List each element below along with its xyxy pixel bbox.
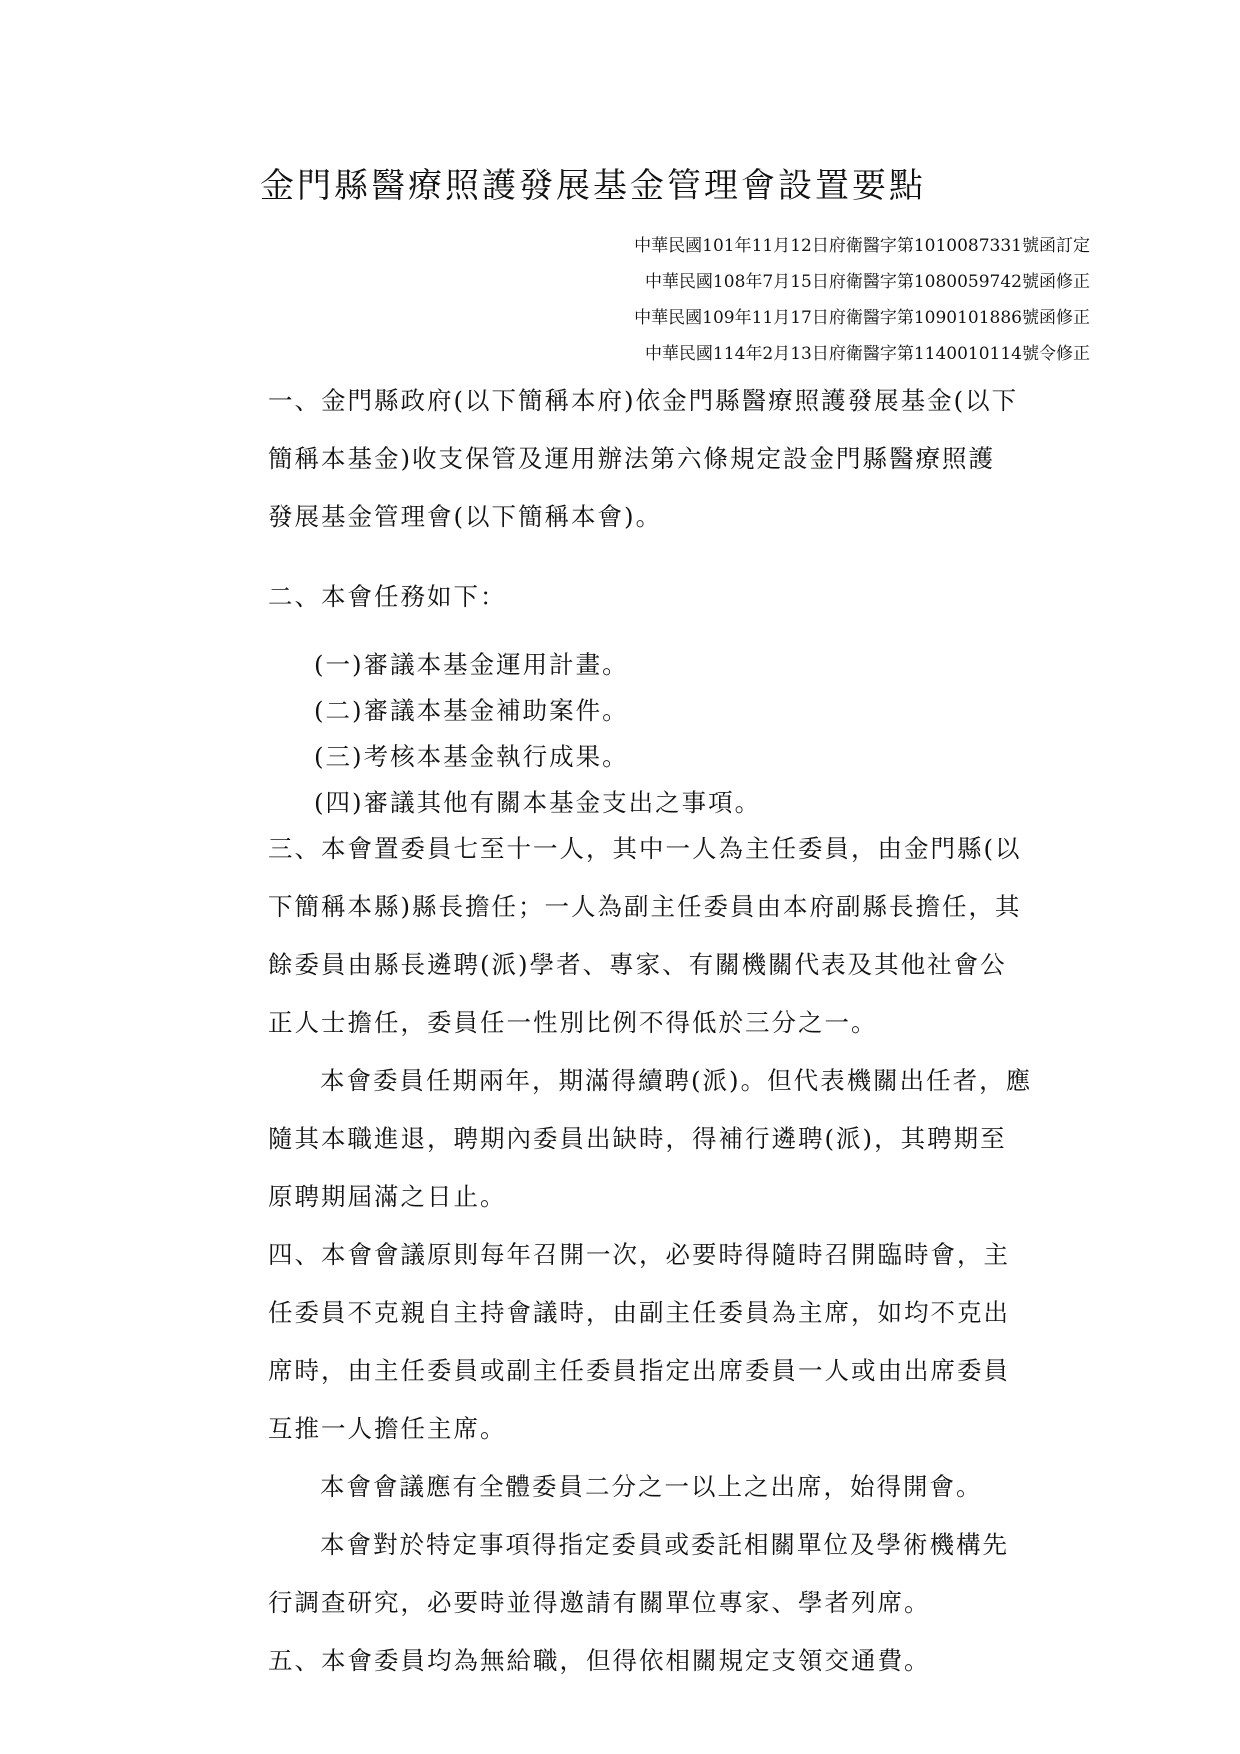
section-3-para-2-line: 原聘期屆滿之日止。 <box>268 1182 507 1211</box>
section-3-line: 正人士擔任，委員任一性別比例不得低於三分之一。 <box>268 1008 878 1037</box>
history-line: 中華民國101年11月12日府衛醫字第1010087331號函訂定 <box>634 236 1090 256</box>
history-line: 中華民國109年11月17日府衛醫字第1090101886號函修正 <box>634 308 1090 328</box>
amendment-history <box>634 228 1090 372</box>
section-2 <box>268 574 1088 826</box>
section-3 <box>268 826 1088 1232</box>
section-4 <box>268 1232 1088 1638</box>
paragraph-spacer <box>268 552 1088 574</box>
paragraph-spacer <box>268 620 1088 642</box>
section-4-line: 席時，由主任委員或副主任委員指定出席委員一人或由出席委員 <box>268 1356 1010 1385</box>
history-line: 中華民國114年2月13日府衛醫字第1140010114號令修正 <box>644 344 1090 364</box>
task-item: (三)考核本基金執行成果。 <box>314 742 629 771</box>
section-3-line: 下簡稱本縣)縣長擔任；一人為副主任委員由本府副縣長擔任，其 <box>268 892 1022 921</box>
section-1-line: 一、金門縣政府(以下簡稱本府)依金門縣醫療照護發展基金(以下 <box>268 386 1019 415</box>
section-4-para-3-line: 本會對於特定事項得指定委員或委託相關單位及學術機構先 <box>320 1530 1009 1559</box>
section-1-line: 發展基金管理會(以下簡稱本會)。 <box>268 502 663 531</box>
section-3-line: 餘委員由縣長遴聘(派)學者、專家、有關機關代表及其他社會公 <box>268 950 1007 979</box>
section-4-line: 四、本會會議原則每年召開一次，必要時得隨時召開臨時會，主 <box>268 1240 1010 1269</box>
section-3-line: 三、本會置委員七至十一人，其中一人為主任委員，由金門縣(以 <box>268 834 1022 863</box>
document-title: 金門縣醫療照護發展基金管理會設置要點 <box>260 166 926 206</box>
section-4-line: 任委員不克親自主持會議時，由副主任委員為主席，如均不克出 <box>268 1298 1010 1327</box>
history-line: 中華民國108年7月15日府衛醫字第1080059742號函修正 <box>644 272 1090 292</box>
section-4-para-3-line: 行調查研究，必要時並得邀請有關單位專家、學者列席。 <box>268 1588 931 1617</box>
task-item: (二)審議本基金補助案件。 <box>314 696 629 725</box>
section-4-line: 互推一人擔任主席。 <box>268 1414 507 1443</box>
section-5 <box>268 1638 1088 1696</box>
document-body <box>268 378 1088 1696</box>
section-2-heading: 二、本會任務如下： <box>268 582 507 611</box>
section-1 <box>268 378 1088 552</box>
section-3-para-2-line: 本會委員任期兩年，期滿得續聘(派)。但代表機關出任者，應 <box>320 1066 1033 1095</box>
section-5-line: 五、本會委員均為無給職，但得依相關規定支領交通費。 <box>268 1646 931 1675</box>
section-4-para-2: 本會會議應有全體委員二分之一以上之出席，始得開會。 <box>320 1472 983 1501</box>
task-item: (四)審議其他有關本基金支出之事項。 <box>314 788 762 817</box>
section-1-line: 簡稱本基金)收支保管及運用辦法第六條規定設金門縣醫療照護 <box>268 444 996 473</box>
section-3-para-2-line: 隨其本職進退，聘期內委員出缺時，得補行遴聘(派)，其聘期至 <box>268 1124 1007 1153</box>
task-item: (一)審議本基金運用計畫。 <box>314 650 629 679</box>
